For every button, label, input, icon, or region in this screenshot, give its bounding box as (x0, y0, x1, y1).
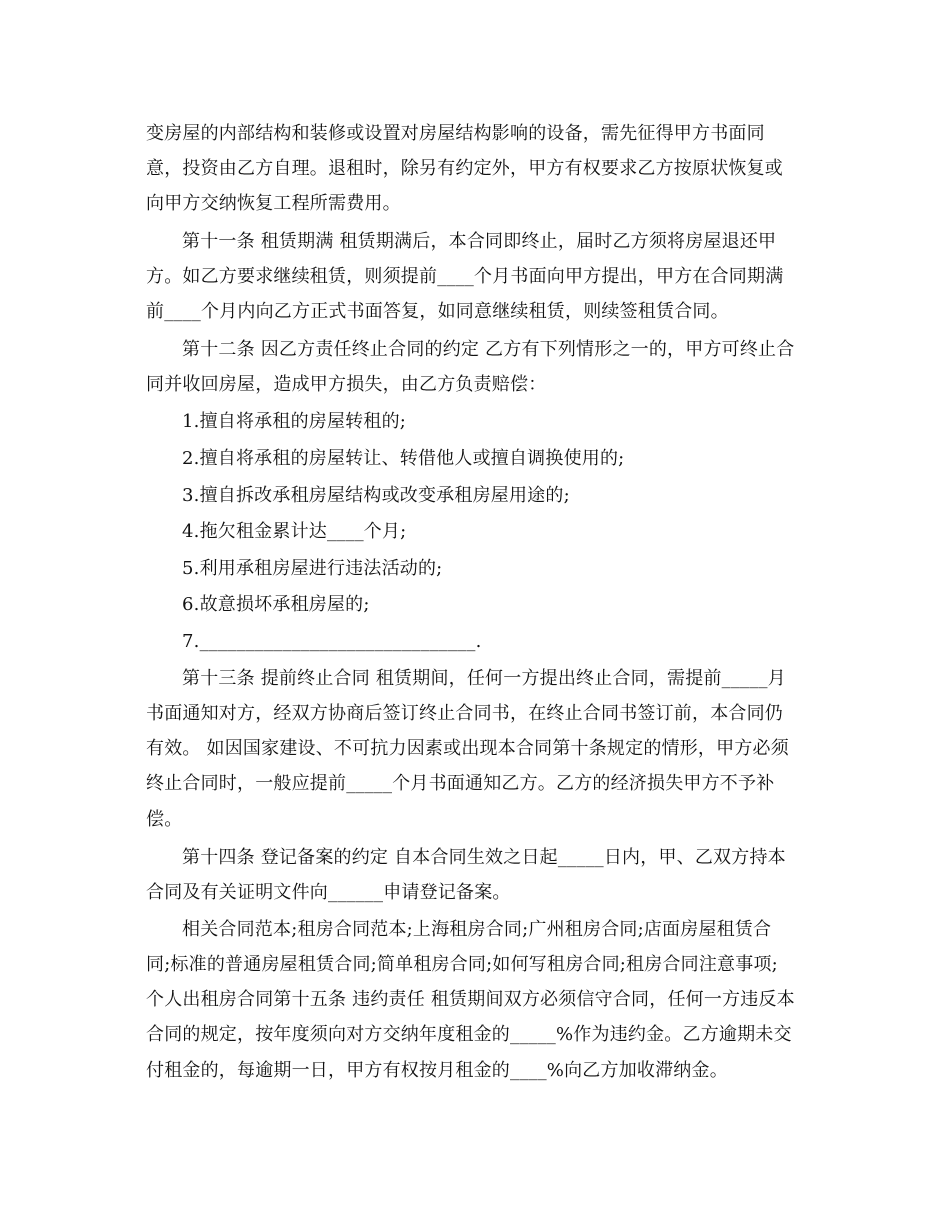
list-item: 6.故意损坏承租房屋的; (182, 594, 370, 615)
body-line: 个人出租房合同第十五条 违约责任 租赁期间双方必须信守合同，任何一方违反本 (146, 989, 795, 1010)
body-line: 书面通知对方，经双方协商后签订终止合同书，在终止合同书签订前，本合同仍 (146, 703, 783, 724)
body-line: 合同及有关证明文件向______申请登记备案。 (146, 882, 511, 903)
list-item: 1.擅自将承租的房屋转租的; (182, 411, 407, 432)
body-line: 意，投资由乙方自理。退租时，除另有约定外，甲方有权要求乙方按原状恢复或 (146, 158, 783, 179)
body-line: 方。如乙方要求继续租赁，则须提前____个月书面向甲方提出，甲方在合同期满 (146, 266, 784, 287)
body-line: 第十二条 因乙方责任终止合同的约定 乙方有下列情形之一的，甲方可终止合 (182, 339, 795, 360)
list-item: 5.利用承租房屋进行违法活动的; (182, 558, 443, 579)
body-line: 相关合同范本;租房合同范本;上海租房合同;广州租房合同;店面房屋租赁合 (182, 919, 772, 940)
body-line: 同;标准的普通房屋租赁合同;简单租房合同;如何写租房合同;租房合同注意事项; (146, 954, 778, 975)
body-line: 偿。 (146, 809, 183, 830)
body-line: 向甲方交纳恢复工程所需费用。 (146, 193, 401, 214)
body-line: 合同的规定，按年度须向对方交纳年度租金的_____%作为违约金。乙方逾期未交 (146, 1024, 792, 1045)
body-line: 前____个月内向乙方正式书面答复，如同意继续租赁，则续签租赁合同。 (146, 301, 729, 322)
list-item: 2.擅自将承租的房屋转让、转借他人或擅自调换使用的; (182, 448, 625, 469)
body-line: 有效。 如因国家建设、不可抗力因素或出现本合同第十条规定的情形，甲方必须 (146, 738, 789, 759)
list-item: 4.拖欠租金累计达____个月; (182, 521, 407, 542)
body-line: 变房屋的内部结构和装修或设置对房屋结构影响的设备，需先征得甲方书面同 (146, 123, 765, 144)
body-line: 付租金的，每逾期一日，甲方有权按月租金的____%向乙方加收滞纳金。 (146, 1060, 728, 1081)
body-line: 同并收回房屋，造成甲方损失，由乙方负责赔偿： (146, 374, 547, 395)
body-line: 终止合同时，一般应提前_____个月书面通知乙方。乙方的经济损失甲方不予补 (146, 773, 775, 794)
body-line: 第十四条 登记备案的约定 自本合同生效之日起_____日内，甲、乙双方持本 (182, 847, 786, 868)
body-line: 第十一条 租赁期满 租赁期满后，本合同即终止，届时乙方须将房屋退还甲 (182, 231, 777, 252)
list-item: 7.______________________________. (182, 631, 482, 652)
body-line: 第十三条 提前终止合同 租赁期间，任何一方提出终止合同，需提前_____月 (182, 668, 786, 689)
list-item: 3.擅自拆改承租房屋结构或改变承租房屋用途的; (182, 485, 570, 506)
